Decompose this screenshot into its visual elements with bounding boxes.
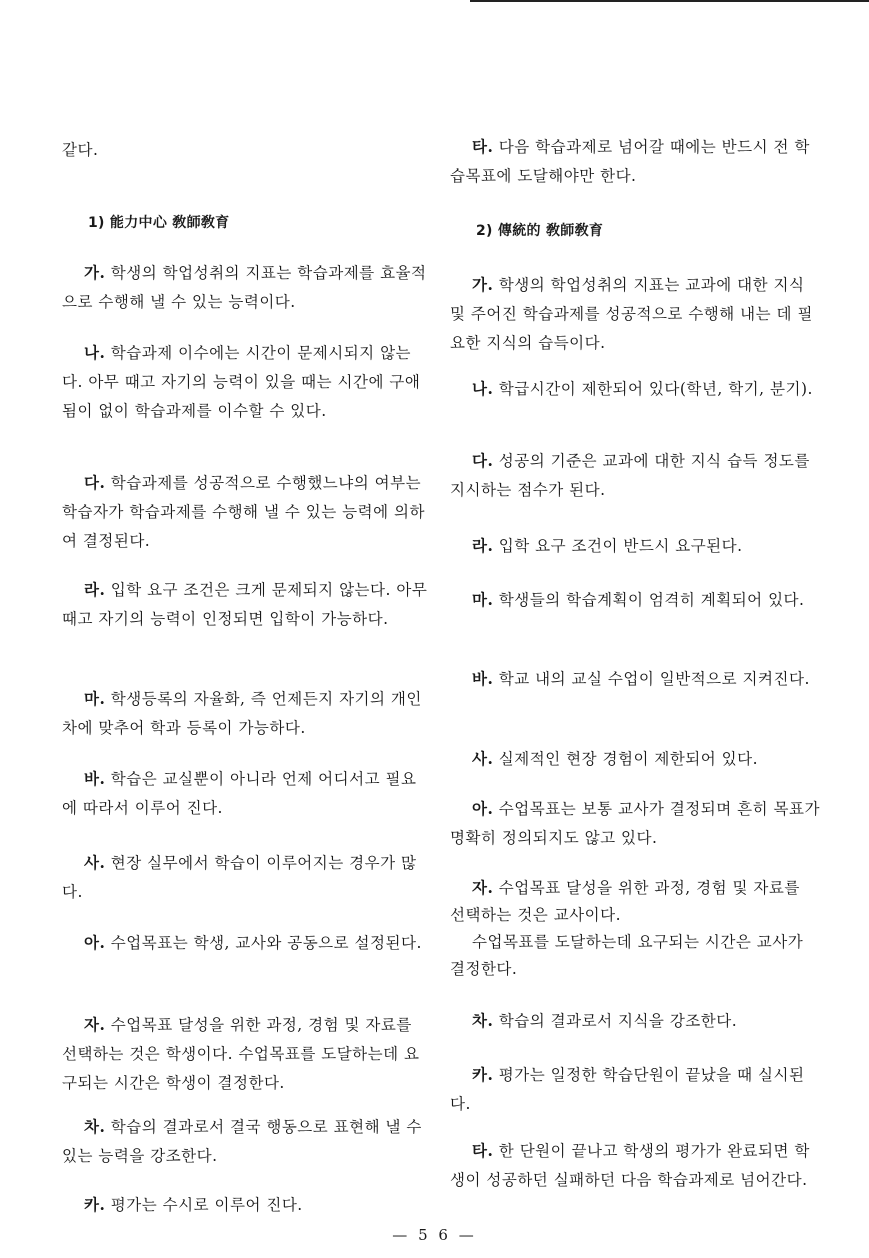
item-label: 사.	[472, 749, 494, 768]
item-text: 수업목표 달성을 위한 과정, 경험 및 자료를 선택하는 것은 교사이다.	[450, 879, 800, 924]
item-label: 차.	[84, 1117, 106, 1136]
item-label: 라.	[84, 580, 106, 599]
item-text: 현장 실무에서 학습이 이루어지는 경우가 많다.	[62, 854, 417, 901]
list-item	[450, 531, 820, 561]
list-item	[62, 468, 430, 556]
item-label: 차.	[472, 1011, 494, 1030]
item-text: 학습과제 이수에는 시간이 문제시되지 않는다. 아무 때고 자기의 능력이 있을 때는 시간에 구애됨이 없이 학습과제를 이수할 수 있다.	[62, 344, 421, 420]
list-item	[62, 848, 430, 907]
item-label: 마.	[84, 689, 106, 708]
item-label: 타.	[472, 1141, 494, 1160]
item-label: 아.	[472, 799, 494, 818]
list-item	[62, 258, 430, 317]
item-label: 나.	[84, 343, 106, 362]
list-item	[62, 1112, 430, 1171]
item-label: 자.	[84, 1015, 106, 1034]
section-heading-traditional: 2) 傳統的 敎師敎育	[476, 223, 604, 239]
list-item	[450, 744, 820, 774]
item-text: 입학 요구 조건은 크게 문제되지 않는다. 아무 때고 자기의 능력이 인정되면 입학이 가능하다.	[62, 581, 428, 628]
item-label: 마.	[472, 590, 494, 609]
item-label: 카.	[472, 1065, 494, 1084]
item-label: 다.	[84, 473, 106, 492]
list-item	[62, 1190, 430, 1220]
item-text: 입학 요구 조건이 반드시 요구된다.	[493, 537, 743, 555]
list-item	[450, 446, 820, 505]
item-text-extra: 수업목표를 도달하는데 요구되는 시간은 교사가 결정한다.	[450, 933, 804, 978]
list-item	[450, 585, 820, 615]
list-item	[450, 1136, 820, 1195]
item-label: 바.	[472, 669, 494, 688]
list-item	[450, 664, 820, 694]
item-text: 한 단원이 끝나고 학생의 평가가 완료되면 학생이 성공하던 실패하던 다음 학습과제로 넘어간다.	[450, 1142, 810, 1189]
item-text: 학교 내의 교실 수업이 일반적으로 지켜진다.	[493, 670, 810, 688]
list-item	[62, 684, 430, 743]
list-item	[450, 270, 820, 358]
item-text: 수업목표는 보통 교사가 결정되며 흔히 목표가 명확히 정의되지도 않고 있다.	[450, 800, 820, 847]
item-label: 바.	[84, 769, 106, 788]
item-text: 평가는 일정한 학습단원이 끝났을 때 실시된다.	[450, 1066, 805, 1113]
item-text: 학급시간이 제한되어 있다(학년, 학기, 분기).	[493, 380, 813, 398]
item-text: 수업목표는 학생, 교사와 공동으로 설정된다.	[105, 934, 422, 952]
item-label: 다.	[472, 451, 494, 470]
item-label: 나.	[472, 379, 494, 398]
list-item	[450, 794, 820, 853]
item-text: 평가는 수시로 이루어 진다.	[105, 1196, 303, 1214]
item-text: 수업목표 달성을 위한 과정, 경험 및 자료를 선택하는 것은 학생이다. 수업목표를 도달하는데 요구되는 시간은 학생이 결정한다.	[62, 1016, 420, 1092]
list-item	[450, 1060, 820, 1119]
item-text: 학생의 학업성취의 지표는 교과에 대한 지식 및 주어진 학습과제를 성공적으로 수행해 내는 데 필요한 지식의 습득이다.	[450, 276, 813, 352]
item-label: 가.	[472, 275, 494, 294]
item-label: 사.	[84, 853, 106, 872]
item-text: 학습의 결과로서 결국 행동으로 표현해 낼 수 있는 능력을 강조한다.	[62, 1118, 422, 1165]
list-item	[450, 874, 820, 983]
right-intro	[450, 132, 820, 191]
item-text: 학생의 학업성취의 지표는 학습과제를 효율적으로 수행해 낼 수 있는 능력이다.	[62, 264, 427, 311]
item-label: 타.	[472, 137, 494, 156]
list-item	[62, 338, 430, 426]
section-heading-competency: 1) 能力中心 敎師敎育	[88, 215, 230, 231]
list-item	[62, 928, 430, 958]
item-text: 학습의 결과로서 지식을 강조한다.	[493, 1012, 738, 1030]
item-text: 학습과제를 성공적으로 수행했느냐의 여부는 학습자가 학습과제를 수행해 낼 수 있는 능력에 의하여 결정된다.	[62, 474, 425, 550]
item-label: 가.	[84, 263, 106, 282]
top-rule	[470, 0, 869, 2]
list-item	[62, 764, 430, 823]
item-text: 다음 학습과제로 넘어갈 때에는 반드시 전 학습목표에 도달해야만 한다.	[450, 138, 810, 185]
item-text: 성공의 기준은 교과에 대한 지식 습득 정도를 지시하는 점수가 된다.	[450, 452, 810, 499]
item-label: 아.	[84, 933, 106, 952]
list-item	[62, 1010, 430, 1098]
item-label: 자.	[472, 878, 494, 897]
item-text: 실제적인 현장 경험이 제한되어 있다.	[493, 750, 759, 768]
item-label: 카.	[84, 1195, 106, 1214]
list-item	[62, 575, 430, 634]
left-intro: 같다.	[62, 141, 99, 159]
list-item	[450, 1006, 820, 1036]
item-label: 라.	[472, 536, 494, 555]
list-item	[450, 374, 820, 404]
item-text: 학습은 교실뿐이 아니라 언제 어디서고 필요에 따라서 이루어 진다.	[62, 770, 417, 817]
item-text: 학생등록의 자율화, 즉 언제든지 자기의 개인차에 맞추어 학과 등록이 가능하다.	[62, 690, 422, 737]
item-text: 학생들의 학습계획이 엄격히 계획되어 있다.	[493, 591, 805, 609]
page-number: — 5 6 —	[392, 1226, 477, 1244]
